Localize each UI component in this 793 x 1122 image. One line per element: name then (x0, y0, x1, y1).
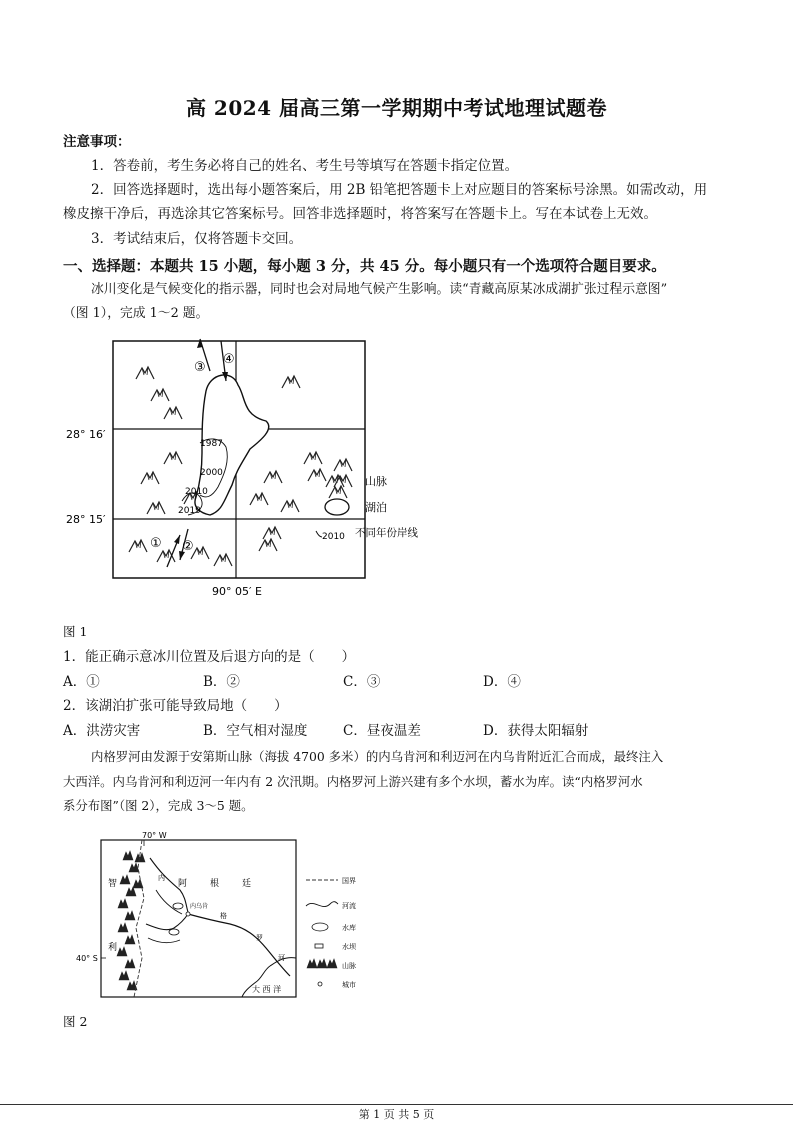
arrow-label: ② (182, 539, 194, 554)
legend-shore-sample: 2010 (322, 532, 345, 542)
year-label: 2010 (185, 487, 208, 497)
passage-line: 内格罗河由发源于安第斯山脉（海拔 4700 多米）的内乌肯河和利迈河在内乌肯附近汇合而成，最终注入 (91, 749, 664, 764)
figure-2-caption: 图 2 (63, 1014, 88, 1029)
notice-item: 3．考试结束后，仅将答题卡交回。 (91, 231, 303, 247)
page-title: 高 2024 届高三第一学期期中考试地理试题卷 (185, 96, 608, 120)
legend-city: 城市 (342, 981, 356, 989)
longitude-label: 70° W (142, 831, 167, 840)
ocean-label: 大 西 洋 (252, 985, 282, 994)
river-label: 罗 (256, 934, 263, 942)
option-c[interactable]: C．③ (343, 674, 381, 690)
option-b[interactable]: B．空气相对湿度 (203, 723, 308, 739)
country-label: 阿 (178, 879, 188, 889)
option-a[interactable]: A．① (63, 674, 100, 690)
passage-line: 冰川变化是气候变化的指示器，同时也会对局地气候产生影响。读“青藏高原某冰成湖扩张过程示意图” (91, 282, 668, 297)
arrow-label: ① (150, 536, 162, 551)
country-label: 智 (108, 879, 118, 889)
passage-line: （图 1），完成 1～2 题。 (63, 306, 209, 321)
legend-river: 河流 (342, 902, 356, 910)
legend-shoreline: 不同年份岸线 (355, 527, 418, 539)
latitude-label: 28° 15′ (66, 513, 106, 526)
latitude-label: 28° 16′ (66, 428, 106, 441)
country-label: 根 (210, 879, 220, 889)
question-1-stem: 1．能正确示意冰川位置及后退方向的是（ ） (63, 649, 356, 665)
figure-1-lake-map (60, 325, 480, 600)
legend-border: 国界 (342, 877, 356, 885)
river-label: 河 (278, 954, 285, 962)
notice-item: 橡皮擦干净后，再选涂其它答案标号。回答非选择题时，将答案写在答题卡上。写在本试卷上无效。 (63, 206, 657, 222)
longitude-label: 90° 05′ E (212, 585, 262, 598)
legend-mountain: 山脉 (365, 475, 387, 488)
year-label: 2000 (200, 468, 223, 478)
passage-line: 系分布图”（图 2），完成 3～5 题。 (63, 798, 254, 813)
option-d[interactable]: D．④ (483, 674, 521, 690)
option-c[interactable]: C．昼夜温差 (343, 723, 421, 739)
notice-item: 2．回答选择题时，选出每小题答案后，用 2B 铅笔把答题卡上对应题目的答案标号涂黑。如需改动，用 (91, 182, 708, 198)
legend-mountain: 山脉 (342, 962, 356, 970)
footer-divider (0, 1104, 793, 1105)
figure-1-caption: 图 1 (63, 624, 88, 639)
river-label: 内 (158, 874, 165, 882)
latitude-label: 40° S (76, 954, 98, 963)
option-b[interactable]: B．② (203, 674, 240, 690)
notice-item: 1．答卷前，考生务必将自己的姓名、考生号等填写在答题卡指定位置。 (91, 158, 519, 174)
figure-2-river-map (70, 828, 370, 1000)
year-label: 2019 (178, 506, 201, 516)
legend-dam: 水坝 (342, 943, 356, 951)
page-number: 第 1 页 共 5 页 (358, 1108, 435, 1121)
country-label: 利 (108, 943, 118, 953)
question-2-stem: 2．该湖泊扩张可能导致局地（ ） (63, 698, 288, 714)
arrow-label: ④ (223, 352, 235, 367)
legend-reservoir: 水库 (342, 924, 356, 932)
river-label: 格 (220, 912, 227, 920)
country-label: 廷 (242, 879, 252, 889)
option-d[interactable]: D．获得太阳辐射 (483, 723, 589, 739)
arrow-label: ③ (194, 360, 206, 375)
section-heading: 一、选择题：本题共 15 小题，每小题 3 分，共 45 分。每小题只有一个选项符合题目要求。 (63, 258, 666, 275)
option-a[interactable]: A．洪涝灾害 (63, 723, 141, 739)
passage-line: 大西洋。内乌肯河和利迈河一年内有 2 次汛期。内格罗河上游兴建有多个水坝，蓄水为库。读“内格罗河水 (63, 774, 643, 789)
notice-heading: 注意事项： (63, 134, 131, 150)
city-label: 内乌肯 (190, 903, 209, 910)
legend-lake: 湖泊 (365, 501, 387, 514)
year-label: 1987 (200, 439, 223, 449)
